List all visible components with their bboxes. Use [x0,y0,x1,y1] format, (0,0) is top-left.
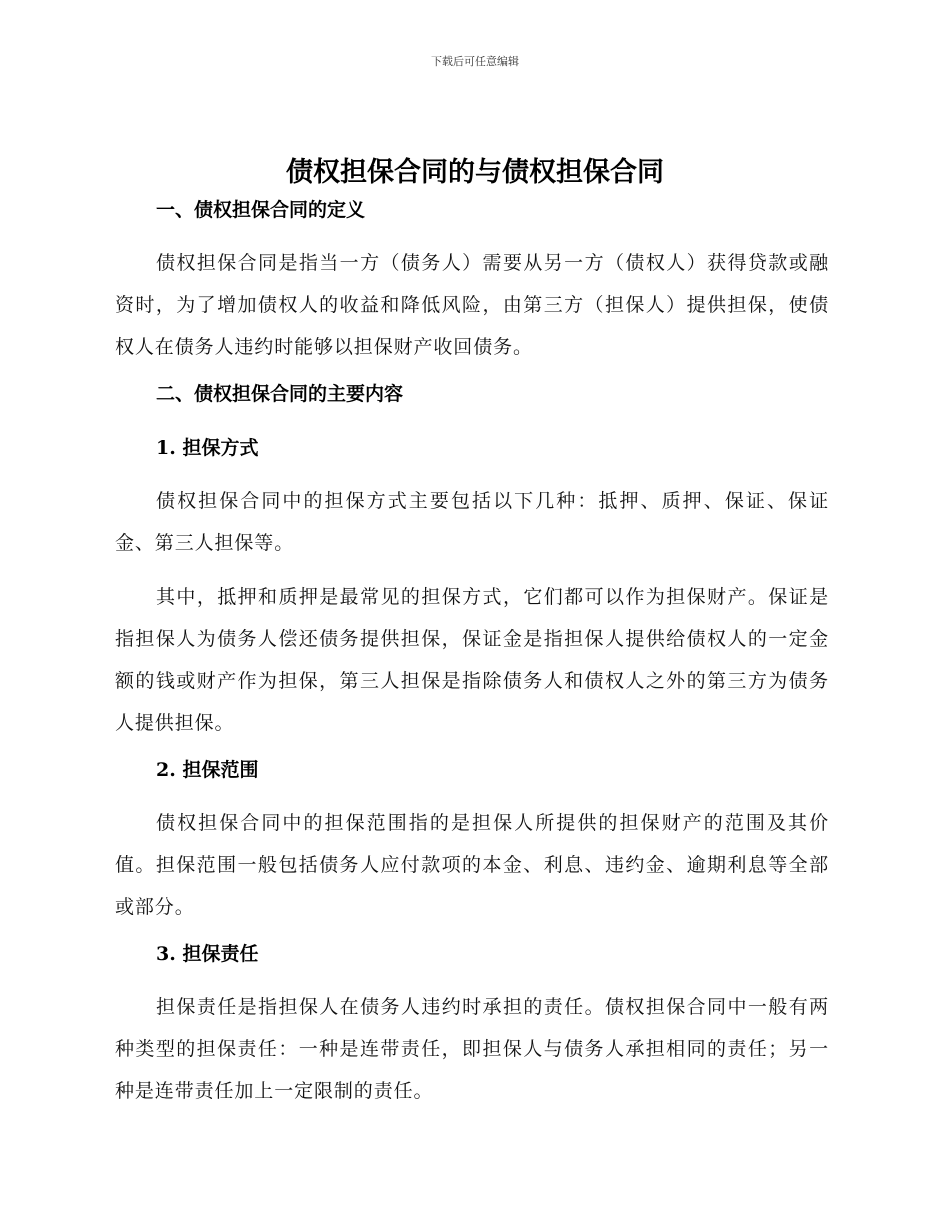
section-heading-definition: 一、债权担保合同的定义 [156,199,366,221]
paragraph-guarantee-liability: 担保责任是指担保人在债务人违约时承担的责任。债权担保合同中一般有两种类型的担保责任：一种是连带责任，即担保人与债务人承担相同的责任；另一种是连带责任加上一定限制的责任。 [115,996,829,1102]
paragraph-guarantee-scope: 债权担保合同中的担保范围指的是担保人所提供的担保财产的范围及其价值。担保范围一般包括债务人应付款项的本金、利息、违约金、逾期利息等全部或部分。 [115,812,829,918]
header-note: 下载后可任意编辑 [431,55,519,68]
subheading-guarantee-scope: 2. 担保范围 [156,759,259,781]
section-heading-main-content: 二、债权担保合同的主要内容 [156,383,404,405]
paragraph-guarantee-methods-detail: 其中，抵押和质押是最常见的担保方式，它们都可以作为担保财产。保证是指担保人为债务人偿还债务提供担保，保证金是指担保人提供给债权人的一定金额的钱或财产作为担保，第三人担保是指除债务人和债权人之外的第三方为债务人提供担保。 [115,586,829,734]
subheading-guarantee-liability: 3. 担保责任 [156,943,259,965]
document-title: 债权担保合同的与债权担保合同 [286,157,664,188]
paragraph-guarantee-methods: 债权担保合同中的担保方式主要包括以下几种：抵押、质押、保证、保证金、第三人担保等。 [115,490,829,554]
paragraph-definition: 债权担保合同是指当一方（债务人）需要从另一方（债权人）获得贷款或融资时，为了增加债权人的收益和降低风险，由第三方（担保人）提供担保，使债权人在债务人违约时能够以担保财产收回债务。 [115,252,829,358]
document-body [115,196,829,1112]
subheading-guarantee-method: 1. 担保方式 [156,437,259,459]
